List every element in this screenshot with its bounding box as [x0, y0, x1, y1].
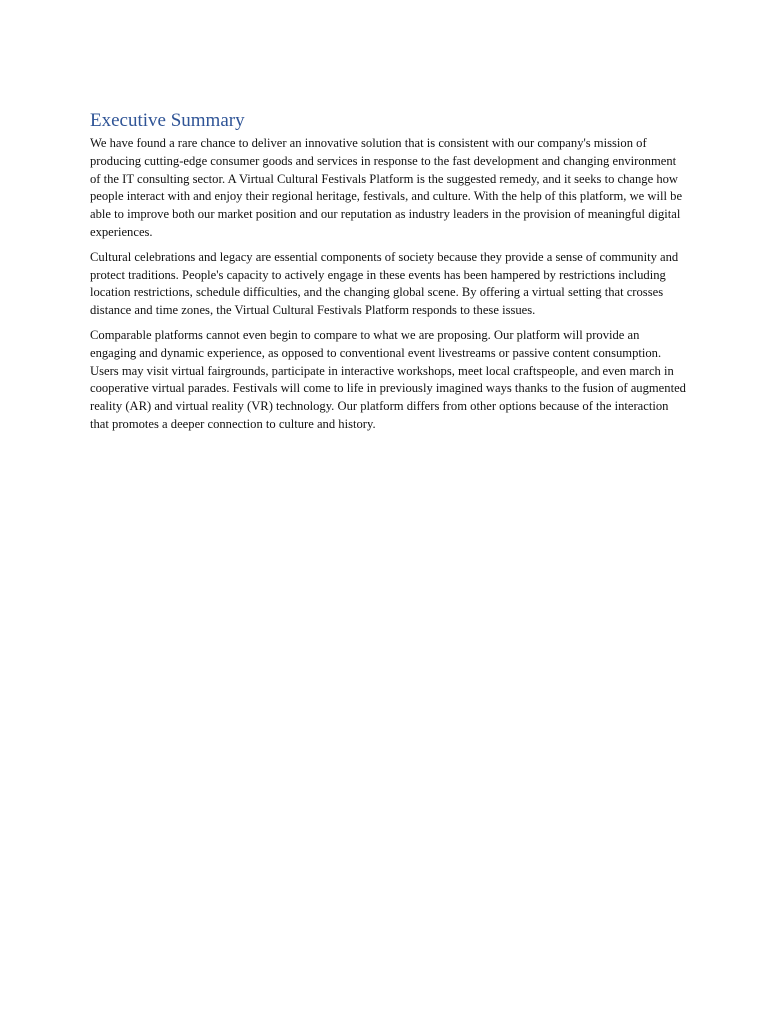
paragraph-1: We have found a rare chance to deliver an innovative solution that is consistent with our company's mission of producing cutting-edge consumer goods and services in response to the fast development and changing environment of the IT consulting sector. A Virtual Cultural Festivals Platform is the suggested remedy, and it seeks to change how people interact with and enjoy their regional heritage, festivals, and culture. With the help of this platform, we will be able to improve both our market position and our reputation as industry leaders in the provision of meaningful digital experiences.: [90, 136, 683, 239]
section-heading: Executive Summary: [90, 110, 245, 131]
paragraph-3: Comparable platforms cannot even begin to compare to what we are proposing. Our platform will provide an engaging and dynamic experience, as opposed to conventional event livestreams or passive content consumption. Users may visit virtual fairgrounds, participate in interactive workshops, meet local craftspeople, and even march in cooperative virtual parades. Festivals will come to life in previously imagined ways thanks to the fusion of augmented reality (AR) and virtual reality (VR) technology. Our platform differs from other options because of the interaction that promotes a deeper connection to culture and history.: [90, 327, 686, 431]
document-body: [90, 108, 688, 441]
paragraph-2: Cultural celebrations and legacy are essential components of society because they provide a sense of community and protect traditions. People's capacity to actively engage in these events has been hampered by restrictions including location restrictions, schedule difficulties, and the changing global scene. By offering a virtual setting that crosses distance and time zones, the Virtual Cultural Festivals Platform responds to these issues.: [90, 249, 679, 318]
